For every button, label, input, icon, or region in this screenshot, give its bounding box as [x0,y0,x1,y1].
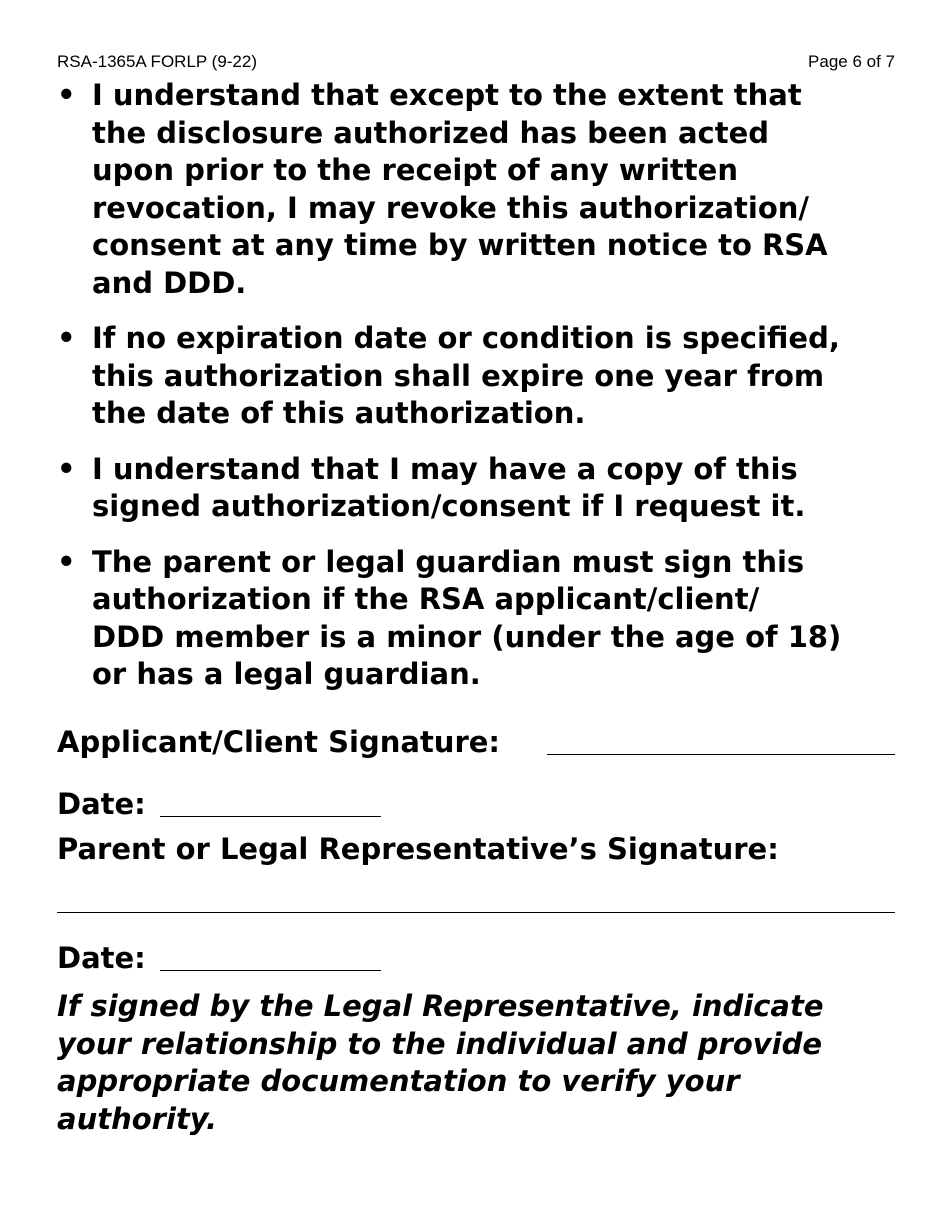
note-line: your relationship to the individual and provide [57,1026,823,1061]
note-line: appropriate documentation to verify your [57,1064,740,1098]
note-line: authority. [57,1101,218,1136]
bullet-line: the disclosure authorized has been acted [92,115,770,150]
bullet-line: upon prior to the receipt of any written [92,153,738,187]
bullet-line: revocation, I may revoke this authorization/ [92,190,809,225]
bullet-line: and DDD. [92,265,247,300]
parent-date-label: Date: [57,941,146,975]
bullet-item-copy [57,451,897,526]
applicant-date-field[interactable] [160,816,381,817]
bullet-line: I understand that I may have a copy of this [92,451,798,486]
bullet-line: or has a legal guardian. [92,657,481,691]
legal-representative-note [57,988,897,1138]
parent-signature-field[interactable] [57,912,895,913]
applicant-date-row [57,786,895,823]
bullet-line: The parent or legal guardian must sign this [92,544,805,579]
bullet-item-revocation [57,77,897,302]
parent-signature-row [57,831,895,868]
bullet-line: this authorization shall expire one year from [92,358,825,393]
bullet-item-expiration [57,320,897,433]
bullet-dot: • [57,451,76,486]
bullet-line: If no expiration date or condition is specified, [92,321,840,355]
applicant-signature-row [57,724,895,761]
parent-date-field[interactable] [160,970,381,971]
bullet-dot: • [57,78,76,112]
bullet-dot: • [57,321,76,355]
page-number: Page 6 of 7 [808,52,895,71]
applicant-signature-field[interactable] [547,754,895,755]
parent-date-row [57,940,895,977]
bullet-line: I understand that except to the extent that [92,78,802,112]
bullet-list [57,77,897,712]
bullet-line: DDD member is a minor (under the age of 18) [92,619,842,654]
applicant-date-label: Date: [57,787,146,821]
bullet-line: authorization if the RSA applicant/client/ [92,582,760,616]
bullet-line: signed authorization/consent if I request it. [92,489,806,523]
parent-signature-label: Parent or Legal Representative’s Signature: [57,832,779,866]
bullet-line: the date of this authorization. [92,396,586,430]
note-line: If signed by the Legal Representative, indicate [57,989,824,1023]
bullet-dot: • [57,544,76,579]
bullet-item-guardian [57,544,897,694]
applicant-signature-label: Applicant/Client Signature: [57,725,501,759]
form-id: RSA-1365A FORLP (9-22) [57,52,257,71]
bullet-line: consent at any time by written notice to RSA [92,228,828,262]
